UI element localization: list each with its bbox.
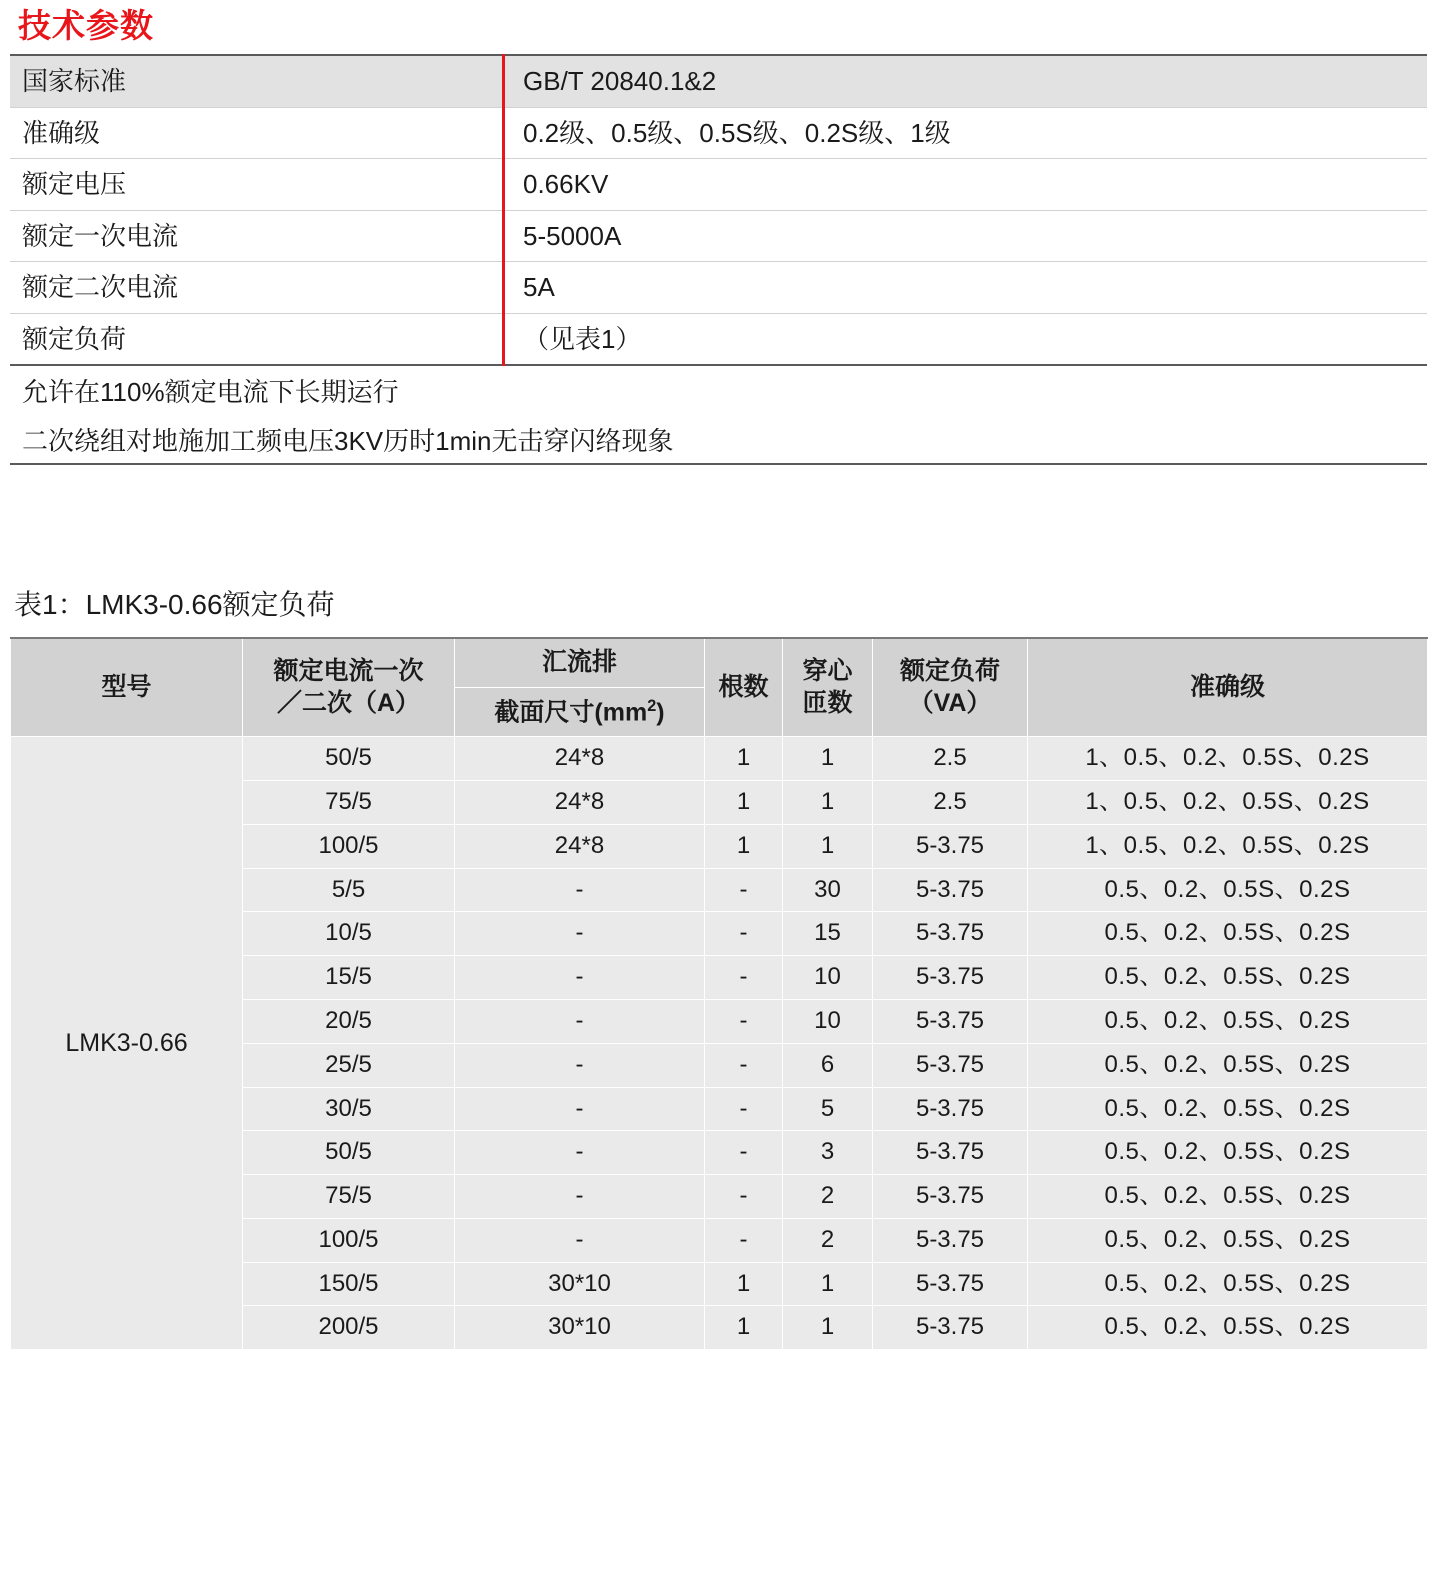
cell-load: 5-3.75	[873, 1043, 1028, 1087]
cell-count: -	[705, 1087, 783, 1131]
cell-load: 5-3.75	[873, 1218, 1028, 1262]
header-rated-current-line2: ／二次（A）	[276, 688, 421, 717]
cell-current: 200/5	[243, 1306, 455, 1350]
header-busbar-section-end: )	[656, 697, 665, 726]
spec-label: 国家标准	[10, 55, 504, 107]
cell-turns: 1	[783, 737, 873, 781]
cell-busbar: 24*8	[455, 780, 705, 824]
cell-turns: 6	[783, 1043, 873, 1087]
cell-turns: 3	[783, 1131, 873, 1175]
cell-current: 15/5	[243, 956, 455, 1000]
spec-value: GB/T 20840.1&2	[504, 55, 1428, 107]
cell-accuracy: 0.5、0.2、0.5S、0.2S	[1028, 1262, 1428, 1306]
cell-current: 100/5	[243, 1218, 455, 1262]
cell-load: 5-3.75	[873, 1131, 1028, 1175]
cell-busbar: -	[455, 999, 705, 1043]
cell-accuracy: 0.5、0.2、0.5S、0.2S	[1028, 1175, 1428, 1219]
cell-turns: 1	[783, 1306, 873, 1350]
table-row	[10, 313, 1427, 365]
cell-accuracy: 0.5、0.2、0.5S、0.2S	[1028, 1087, 1428, 1131]
cell-count: -	[705, 1218, 783, 1262]
cell-accuracy: 0.5、0.2、0.5S、0.2S	[1028, 1043, 1428, 1087]
technical-spec-table	[10, 54, 1427, 465]
header-rated-current-line1: 额定电流一次	[273, 657, 424, 686]
cell-accuracy: 0.5、0.2、0.5S、0.2S	[1028, 1306, 1428, 1350]
cell-load: 5-3.75	[873, 1306, 1028, 1350]
cell-turns: 15	[783, 912, 873, 956]
cell-count: -	[705, 1131, 783, 1175]
cell-load: 5-3.75	[873, 956, 1028, 1000]
cell-load: 5-3.75	[873, 912, 1028, 956]
cell-current: 50/5	[243, 737, 455, 781]
cell-count: 1	[705, 737, 783, 781]
cell-load: 5-3.75	[873, 1262, 1028, 1306]
cell-accuracy: 0.5、0.2、0.5S、0.2S	[1028, 1218, 1428, 1262]
cell-busbar: 24*8	[455, 824, 705, 868]
cell-load: 5-3.75	[873, 999, 1028, 1043]
cell-accuracy: 1、0.5、0.2、0.5S、0.2S	[1028, 780, 1428, 824]
cell-current: 75/5	[243, 1175, 455, 1219]
rated-load-table	[10, 637, 1428, 1350]
cell-busbar: -	[455, 1131, 705, 1175]
cell-turns: 10	[783, 999, 873, 1043]
spec-label: 准确级	[10, 107, 504, 159]
table-row	[10, 107, 1427, 159]
cell-turns: 5	[783, 1087, 873, 1131]
header-count: 根数	[705, 638, 783, 736]
cell-accuracy: 1、0.5、0.2、0.5S、0.2S	[1028, 824, 1428, 868]
cell-current: 30/5	[243, 1087, 455, 1131]
cell-current: 100/5	[243, 824, 455, 868]
spec-label: 额定负荷	[10, 313, 504, 365]
cell-busbar: -	[455, 1043, 705, 1087]
cell-current: 25/5	[243, 1043, 455, 1087]
cell-busbar: -	[455, 912, 705, 956]
table-row	[10, 159, 1427, 211]
header-busbar-unit-sup: 2	[647, 696, 657, 715]
cell-current: 50/5	[243, 1131, 455, 1175]
header-turns	[783, 638, 873, 736]
cell-load: 5-3.75	[873, 1175, 1028, 1219]
cell-busbar: 30*10	[455, 1306, 705, 1350]
spec-value: 0.2级、0.5级、0.5S级、0.2S级、1级	[504, 107, 1428, 159]
cell-accuracy: 0.5、0.2、0.5S、0.2S	[1028, 868, 1428, 912]
cell-accuracy: 0.5、0.2、0.5S、0.2S	[1028, 912, 1428, 956]
cell-load: 5-3.75	[873, 1087, 1028, 1131]
cell-count: -	[705, 912, 783, 956]
header-busbar-section-text: 截面尺寸(mm	[494, 697, 648, 726]
cell-busbar: -	[455, 1175, 705, 1219]
cell-load: 5-3.75	[873, 868, 1028, 912]
cell-busbar: -	[455, 1218, 705, 1262]
model-name: LMK3-0.66	[11, 737, 243, 1350]
table-row	[11, 737, 1428, 781]
header-busbar: 汇流排	[455, 638, 705, 687]
cell-count: 1	[705, 824, 783, 868]
cell-current: 150/5	[243, 1262, 455, 1306]
cell-turns: 10	[783, 956, 873, 1000]
header-rated-load	[873, 638, 1028, 736]
header-accuracy: 准确级	[1028, 638, 1428, 736]
spec-value: 0.66KV	[504, 159, 1428, 211]
cell-turns: 1	[783, 1262, 873, 1306]
cell-current: 10/5	[243, 912, 455, 956]
cell-busbar: -	[455, 1087, 705, 1131]
table-header-row	[11, 638, 1428, 687]
cell-accuracy: 0.5、0.2、0.5S、0.2S	[1028, 1131, 1428, 1175]
cell-count: 1	[705, 1306, 783, 1350]
spec-note: 允许在110%额定电流下长期运行	[22, 377, 399, 408]
table-row	[10, 262, 1427, 314]
header-busbar-section	[455, 687, 705, 737]
cell-count: 1	[705, 1262, 783, 1306]
spec-label: 额定一次电流	[10, 210, 504, 262]
spec-value: 5-5000A	[504, 210, 1428, 262]
cell-count: -	[705, 1043, 783, 1087]
cell-busbar: -	[455, 956, 705, 1000]
load-table-body	[11, 737, 1428, 1350]
cell-turns: 30	[783, 868, 873, 912]
spec-label: 额定二次电流	[10, 262, 504, 314]
cell-count: -	[705, 956, 783, 1000]
header-rated-load-line1: 额定负荷	[899, 657, 1000, 686]
cell-count: 1	[705, 780, 783, 824]
header-rated-current	[243, 638, 455, 736]
spec-value: 5A	[504, 262, 1428, 314]
cell-count: -	[705, 868, 783, 912]
table-row	[10, 365, 1427, 415]
spec-value: （见表1）	[504, 313, 1428, 365]
cell-load: 2.5	[873, 780, 1028, 824]
load-table-head	[11, 638, 1428, 736]
spec-label: 额定电压	[10, 159, 504, 211]
cell-current: 5/5	[243, 868, 455, 912]
cell-busbar: 24*8	[455, 737, 705, 781]
cell-turns: 2	[783, 1218, 873, 1262]
cell-accuracy: 1、0.5、0.2、0.5S、0.2S	[1028, 737, 1428, 781]
header-rated-load-line2: （VA）	[908, 688, 992, 717]
cell-turns: 2	[783, 1175, 873, 1219]
page-title: 技术参数	[18, 7, 154, 44]
header-turns-line2: 匝数	[802, 688, 853, 717]
table-row	[10, 415, 1427, 465]
cell-load: 5-3.75	[873, 824, 1028, 868]
cell-busbar: 30*10	[455, 1262, 705, 1306]
cell-turns: 1	[783, 780, 873, 824]
header-turns-line1: 穿心	[802, 657, 853, 686]
cell-accuracy: 0.5、0.2、0.5S、0.2S	[1028, 999, 1428, 1043]
cell-load: 2.5	[873, 737, 1028, 781]
cell-current: 75/5	[243, 780, 455, 824]
cell-accuracy: 0.5、0.2、0.5S、0.2S	[1028, 956, 1428, 1000]
spec-note: 二次绕组对地施加工频电压3KV历时1min无击穿闪络现象	[22, 425, 674, 456]
table-row	[10, 55, 1427, 107]
cell-count: -	[705, 999, 783, 1043]
cell-count: -	[705, 1175, 783, 1219]
table-row	[10, 210, 1427, 262]
header-model: 型号	[11, 638, 243, 736]
cell-current: 20/5	[243, 999, 455, 1043]
cell-busbar: -	[455, 868, 705, 912]
cell-turns: 1	[783, 824, 873, 868]
spec-table-body	[10, 55, 1427, 464]
table1-caption: 表1：LMK3-0.66额定负荷	[14, 589, 335, 621]
